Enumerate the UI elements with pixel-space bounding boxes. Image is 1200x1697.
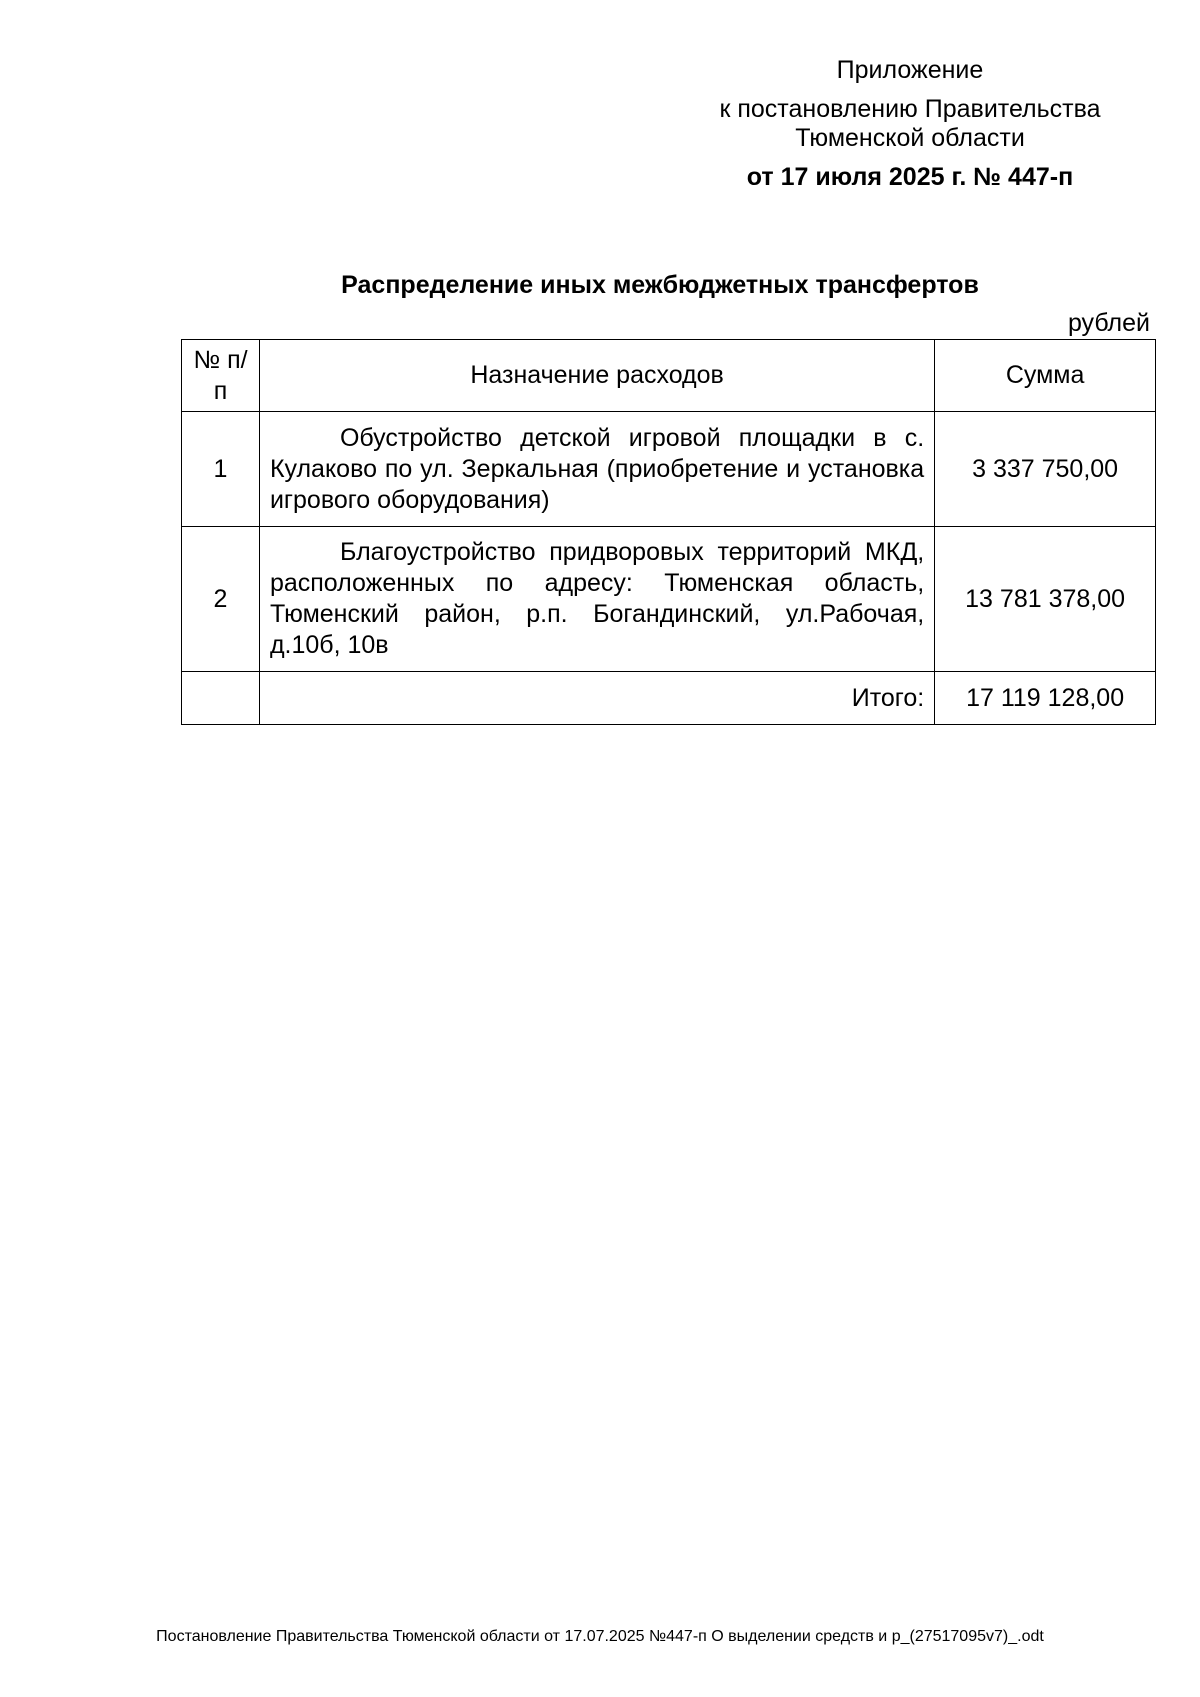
document-footer: Постановление Правительства Тюменской области от 17.07.2025 №447-п О выделении средств и р_(27517095v7)_.odt (156, 1628, 1044, 1645)
row-purpose (259, 412, 934, 527)
row-sum: 13 781 378,00 (935, 527, 1156, 672)
column-header-number: № п/п (182, 340, 260, 412)
row-number: 1 (182, 412, 260, 527)
units-label: рублей (1067, 309, 1150, 337)
table-row (182, 527, 1156, 672)
row-purpose (259, 527, 934, 672)
column-header-sum: Сумма (935, 340, 1156, 412)
appendix-label: Приложение (836, 56, 984, 84)
row-purpose-text: Благоустройство придворовых территорий МКД, расположенных по адресу: Тюменская область, Тюменский район, р.п. Богандинский, ул.Рабочая, д.10б, 10в (269, 538, 925, 659)
table-total-row (182, 672, 1156, 725)
column-header-purpose: Назначение расходов (259, 340, 934, 412)
total-label: Итого: (259, 672, 934, 725)
row-number: 2 (182, 527, 260, 672)
table-header-row (182, 340, 1156, 412)
total-sum: 17 119 128,00 (935, 672, 1156, 725)
transfers-table (181, 339, 1156, 725)
resolution-date-number: от 17 июля 2025 г. № 447-п (746, 163, 1074, 191)
document-title: Распределение иных межбюджетных трансфертов (341, 271, 979, 299)
appendix-header (700, 56, 1120, 192)
row-purpose-text: Обустройство детской игровой площадки в с. Кулаково по ул. Зеркальная (приобретение и установка игрового оборудования) (269, 423, 925, 514)
total-empty-cell (182, 672, 260, 725)
table-row (182, 412, 1156, 527)
row-sum: 3 337 750,00 (935, 412, 1156, 527)
resolution-reference: к постановлению Правительства (719, 95, 1101, 123)
region-name: Тюменской области (795, 124, 1025, 152)
